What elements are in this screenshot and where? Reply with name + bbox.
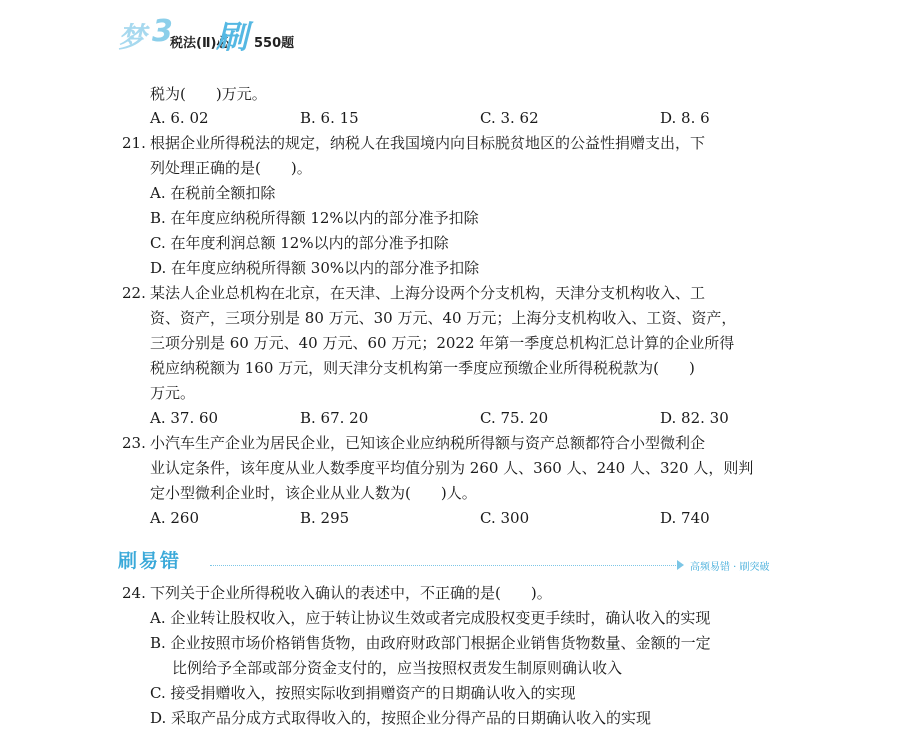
q20-option-a: A. 6. 02 bbox=[150, 109, 209, 127]
section-tag: 高频易错 · 刷突破 bbox=[690, 562, 770, 573]
q24-option-c: C. 接受捐赠收入，按照实际收到捐赠资产的日期确认收入的实现 bbox=[150, 684, 576, 702]
q23-option-c: C. 300 bbox=[480, 509, 530, 527]
q21-option-c: C. 在年度利润总额 12%以内的部分准予扣除 bbox=[150, 234, 449, 252]
logo-brush-glyph: 刷 bbox=[216, 18, 249, 56]
q20-continuation: 税为( )万元。 bbox=[150, 85, 267, 103]
q23-stem-line-2: 业认定条件，该年度从业人数季度平均值分别为 260 人、360 人、240 人、320 人，则判 bbox=[150, 459, 754, 477]
q20-option-d: D. 8. 6 bbox=[660, 109, 710, 127]
q22-option-c: C. 75. 20 bbox=[480, 409, 549, 427]
q22-stem-line-4: 税应纳税额为 160 万元，则天津分支机构第一季度应预缴企业所得税税款为( ) bbox=[150, 359, 695, 377]
q22-number: 22. bbox=[122, 284, 146, 302]
arrow-right-icon bbox=[677, 560, 684, 570]
q23-stem-line-3: 定小型微利企业时，该企业从业人数为( )人。 bbox=[150, 484, 477, 502]
q22-option-d: D. 82. 30 bbox=[660, 409, 729, 427]
q21-stem-line-2: 列处理正确的是( )。 bbox=[150, 159, 312, 177]
book-header bbox=[118, 14, 358, 60]
question-count: 550题 bbox=[254, 36, 295, 51]
q22-option-a: A. 37. 60 bbox=[150, 409, 219, 427]
logo-number: 3 bbox=[152, 14, 173, 49]
section-header bbox=[118, 546, 783, 572]
q23-number: 23. bbox=[122, 434, 146, 452]
section-title: 刷易错 bbox=[118, 550, 182, 572]
book-subject: 税法(Ⅱ)必 bbox=[170, 36, 230, 51]
logo-dream-glyph: 梦 bbox=[118, 21, 146, 54]
q23-stem-line-1: 小汽车生产企业为居民企业，已知该企业应纳税所得额与资产总额都符合小型微利企 bbox=[150, 434, 706, 452]
q23-option-a: A. 260 bbox=[150, 509, 199, 527]
q20-option-b: B. 6. 15 bbox=[300, 109, 359, 127]
q21-number: 21. bbox=[122, 134, 146, 152]
q24-number: 24. bbox=[122, 584, 146, 602]
q23-option-b: B. 295 bbox=[300, 509, 350, 527]
q22-stem-line-5: 万元。 bbox=[150, 384, 196, 402]
q22-stem-line-2: 资、资产，三项分别是 80 万元、30 万元、40 万元；上海分支机构收入、工资、资产， bbox=[150, 309, 737, 327]
q21-option-a: A. 在税前全额扣除 bbox=[150, 184, 276, 202]
q22-stem-line-3: 三项分别是 60 万元、40 万元、60 万元；2022 年第一季度总机构汇总计算的企业所得 bbox=[150, 334, 735, 352]
q24-option-d: D. 采取产品分成方式取得收入的，按照企业分得产品的日期确认收入的实现 bbox=[150, 709, 652, 727]
q21-option-d: D. 在年度应纳税所得额 30%以内的部分准予扣除 bbox=[150, 259, 480, 277]
q24-option-b-cont: 比例给予全部或部分资金支付的，应当按照权责发生制原则确认收入 bbox=[172, 659, 623, 677]
q21-stem-line-1: 根据企业所得税法的规定，纳税人在我国境内向目标脱贫地区的公益性捐赠支出，下 bbox=[150, 134, 706, 152]
q20-option-c: C. 3. 62 bbox=[480, 109, 539, 127]
q24-option-b: B. 企业按照市场价格销售货物，由政府财政部门根据企业销售货物数量、金额的一定 bbox=[150, 634, 711, 652]
q21-option-b: B. 在年度应纳税所得额 12%以内的部分准予扣除 bbox=[150, 209, 479, 227]
q22-stem-line-1: 某法人企业总机构在北京，在天津、上海分设两个分支机构，天津分支机构收入、工 bbox=[150, 284, 706, 302]
section-divider bbox=[210, 565, 680, 566]
q24-option-a: A. 企业转让股权收入，应于转让协议生效或者完成股权变更手续时，确认收入的实现 bbox=[150, 609, 711, 627]
q23-option-d: D. 740 bbox=[660, 509, 710, 527]
q22-option-b: B. 67. 20 bbox=[300, 409, 369, 427]
q24-stem-line-1: 下列关于企业所得税收入确认的表述中，不正确的是( )。 bbox=[150, 584, 552, 602]
